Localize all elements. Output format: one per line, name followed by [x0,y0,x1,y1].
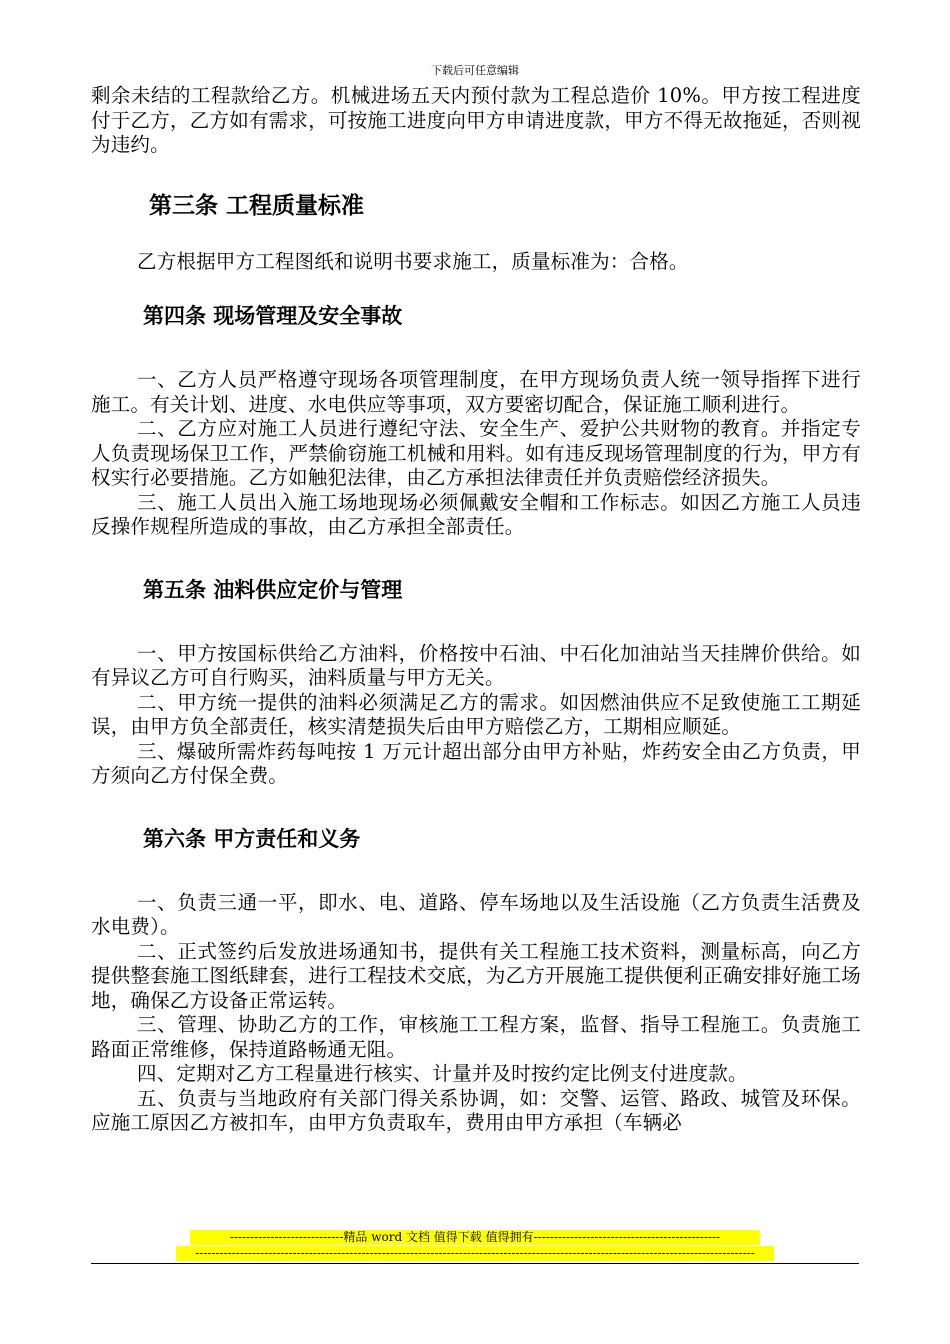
section-6-paragraph-4: 四、定期对乙方工程量进行核实、计量并及时按约定比例支付进度款。 [137,1062,748,1085]
document-body [91,84,861,1136]
section-6-paragraph-1: 一、负责三通一平，即水、电、道路、停车场地以及生活设施（乙方负责生活费及水电费）。 [91,890,861,938]
paragraph-intro: 剩余未结的工程款给乙方。机械进场五天内预付款为工程总造价 10%。甲方按工程进度付于乙方，乙方如有需求，可按施工进度向甲方申请进度款，甲方不得无故拖延，否则视为违约。 [91,84,861,156]
section-4-paragraph-1: 一、乙方人员严格遵守现场各项管理制度，在甲方现场负责人统一领导指挥下进行施工。有关计划、进度、水电供应等事项，双方要密切配合，保证施工顺利进行。 [91,368,861,416]
section-4-paragraph-2: 二、乙方应对施工人员进行遵纪守法、安全生产、爱护公共财物的教育。并指定专人负责现场保卫工作，严禁偷窃施工机械和用料。如有违反现场管理制度的行为，甲方有权实行必要措施。乙方如触犯法律，由乙方承担法律责任并负责赔偿经济损失。 [91,417,861,489]
section-5-paragraph-3: 三、爆破所需炸药每吨按 1 万元计超出部分由甲方补贴，炸药安全由乙方负责，甲方须向乙方付保全费。 [91,739,861,787]
footer-divider [91,1263,859,1264]
section-3-heading: 第三条 工程质量标准 [149,192,365,219]
section-5-heading: 第五条 油料供应定价与管理 [143,577,403,602]
page-header: 下载后可任意编辑 [431,64,519,77]
section-5-paragraph-2: 二、甲方统一提供的油料必须满足乙方的需求。如因燃油供应不足致使施工工期延误，由甲方负全部责任，核实清楚损失后由甲方赔偿乙方，工期相应顺延。 [91,690,861,738]
section-6-paragraph-3: 三、管理、协助乙方的工作，审核施工工程方案，监督、指导工程施工。负责施工路面正常维修，保持道路畅通无阻。 [91,1013,861,1061]
section-3-paragraph: 乙方根据甲方工程图纸和说明书要求施工，质量标准为：合格。 [137,249,689,273]
section-6-paragraph-5: 五、负责与当地政府有关部门得关系协调，如：交警、运管、路政、城管及环保。应施工原因乙方被扣车，由甲方负责取车，费用由甲方承担（车辆必 [91,1086,861,1134]
section-6-heading: 第六条 甲方责任和义务 [143,826,361,851]
footer-banner-text: ----------------------------精品 word 文档 值得下载 值得拥有---------------------------------------------- [190,1230,760,1245]
footer-banner-dashes: ------------------------------------------------------------------------------------------------------------------------------------------ [176,1246,774,1261]
section-6-paragraph-2: 二、正式签约后发放进场通知书，提供有关工程施工技术资料，测量标高，向乙方提供整套施工图纸肆套，进行工程技术交底，为乙方开展施工提供便利正确安排好施工场地，确保乙方设备正常运转。 [91,939,861,1012]
section-4-heading: 第四条 现场管理及安全事故 [143,304,403,328]
section-5-paragraph-1: 一、甲方按国标供给乙方油料，价格按中石油、中石化加油站当天挂牌价供给。如有异议乙方可自行购买，油料质量与甲方无关。 [91,641,861,689]
section-4-paragraph-3: 三、施工人员出入施工场地现场必须佩戴安全帽和工作标志。如因乙方施工人员违反操作规程所造成的事故，由乙方承担全部责任。 [91,490,861,538]
